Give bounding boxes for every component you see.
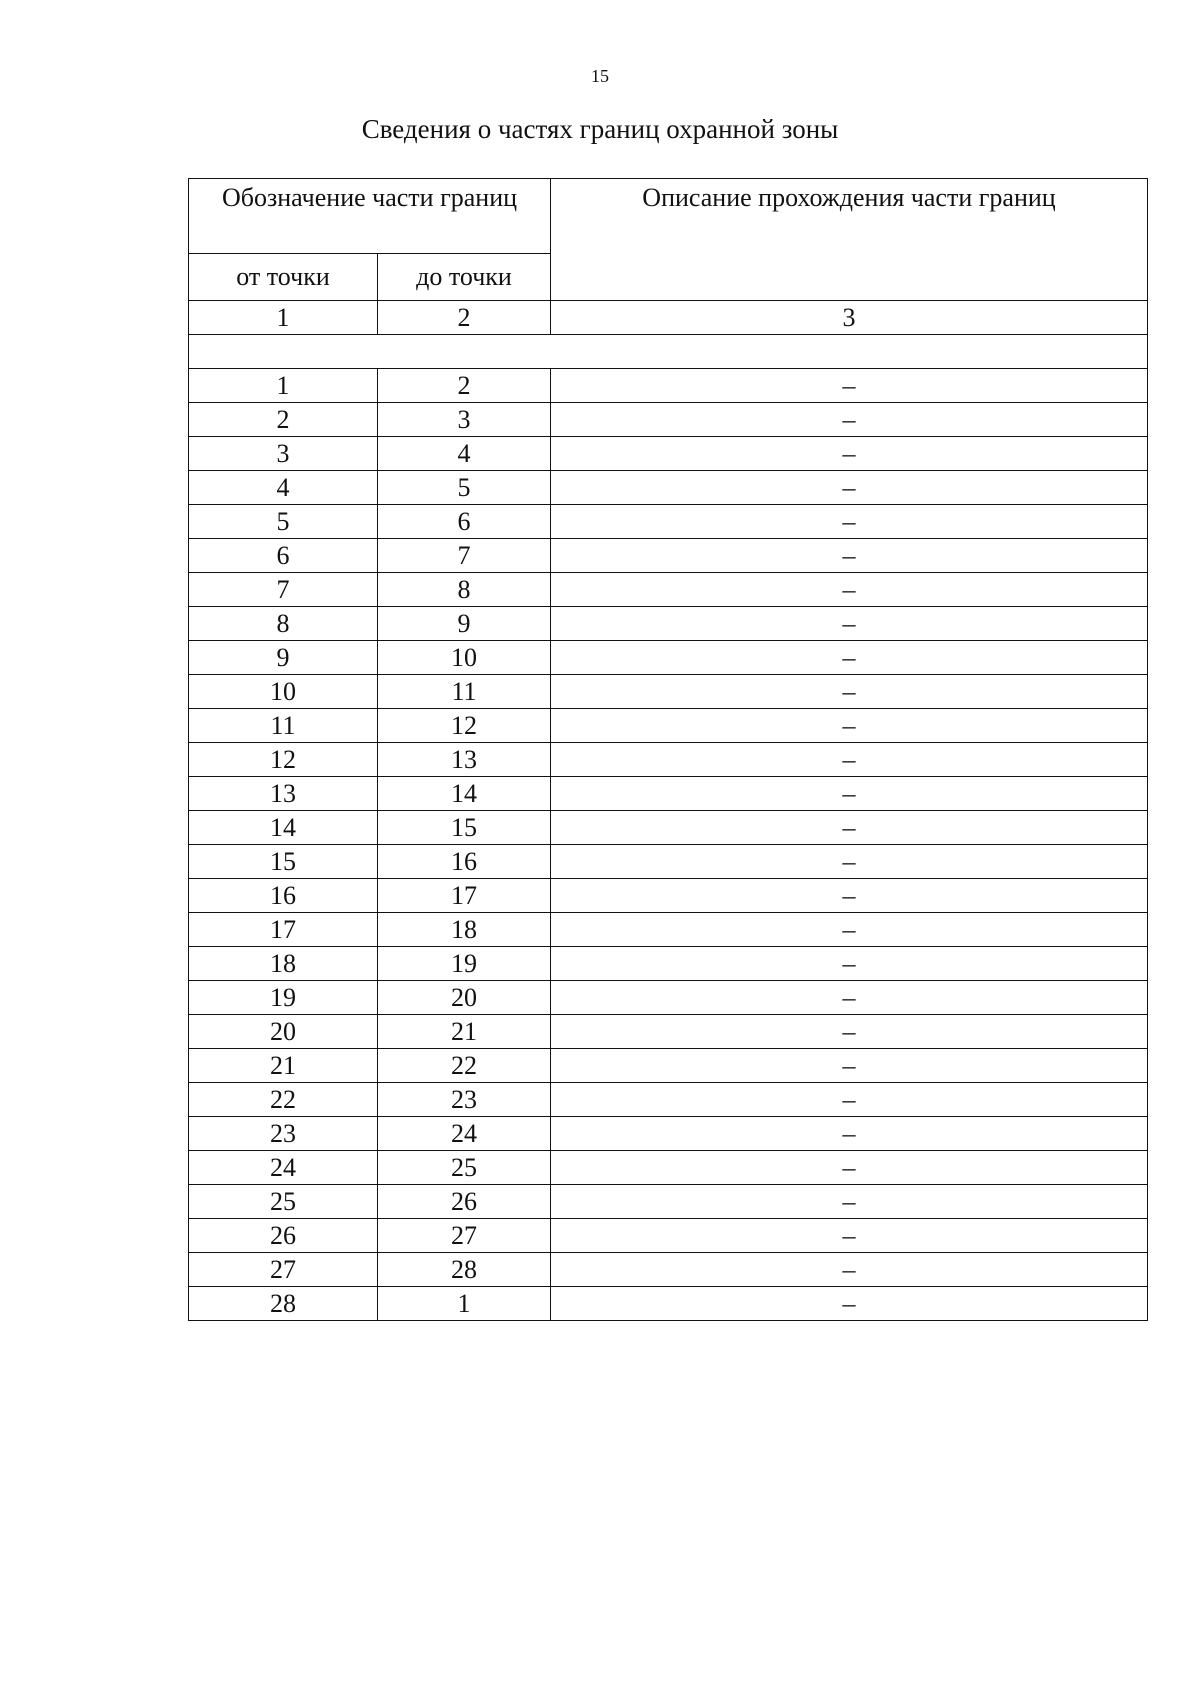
from-point-cell: 16 [189,879,378,913]
to-point-cell: 20 [378,981,551,1015]
to-point-cell: 16 [378,845,551,879]
table-row [189,777,1148,811]
from-point-cell: 9 [189,641,378,675]
boundary-parts-table [188,178,1148,1321]
table-row [189,1253,1148,1287]
to-point-cell: 27 [378,1219,551,1253]
table-row [189,1117,1148,1151]
to-point-cell: 11 [378,675,551,709]
description-cell: – [551,675,1148,709]
table-row [189,1185,1148,1219]
description-cell: – [551,981,1148,1015]
from-point-cell: 20 [189,1015,378,1049]
document-title: Сведения о частях границ охранной зоны [361,114,839,144]
section-blank-cell [189,335,1148,369]
table-row [189,981,1148,1015]
column-number-3: 3 [551,301,1148,335]
to-point-cell: 24 [378,1117,551,1151]
to-point-cell: 6 [378,505,551,539]
table-row [189,1219,1148,1253]
description-cell: – [551,403,1148,437]
from-point-cell: 3 [189,437,378,471]
to-point-cell: 2 [378,369,551,403]
from-point-cell: 22 [189,1083,378,1117]
from-point-cell: 26 [189,1219,378,1253]
to-point-cell: 9 [378,607,551,641]
from-point-cell: 6 [189,539,378,573]
table-body [189,179,1148,1321]
column-number-row [189,301,1148,335]
from-point-cell: 21 [189,1049,378,1083]
to-point-cell: 4 [378,437,551,471]
from-point-cell: 7 [189,573,378,607]
description-cell: – [551,471,1148,505]
to-point-cell: 23 [378,1083,551,1117]
description-cell: – [551,1117,1148,1151]
to-point-cell: 13 [378,743,551,777]
description-cell: – [551,1253,1148,1287]
from-point-cell: 27 [189,1253,378,1287]
table-row [189,1287,1148,1321]
to-point-cell: 17 [378,879,551,913]
table-row [189,437,1148,471]
description-cell: – [551,539,1148,573]
from-point-cell: 12 [189,743,378,777]
table-row [189,845,1148,879]
section-blank-row [189,335,1148,369]
description-cell: – [551,845,1148,879]
to-point-cell: 22 [378,1049,551,1083]
from-point-cell: 10 [189,675,378,709]
description-cell: – [551,505,1148,539]
from-point-cell: 19 [189,981,378,1015]
from-point-cell: 28 [189,1287,378,1321]
description-cell: – [551,437,1148,471]
table-row [189,879,1148,913]
description-cell: – [551,1015,1148,1049]
description-cell: – [551,641,1148,675]
to-point-cell: 1 [378,1287,551,1321]
to-point-cell: 21 [378,1015,551,1049]
from-point-cell: 15 [189,845,378,879]
table-row [189,1049,1148,1083]
description-cell: – [551,709,1148,743]
column-number-2: 2 [378,301,551,335]
to-point-cell: 12 [378,709,551,743]
to-point-cell: 10 [378,641,551,675]
table-row [189,641,1148,675]
from-point-cell: 23 [189,1117,378,1151]
to-point-cell: 8 [378,573,551,607]
to-point-cell: 3 [378,403,551,437]
column-number-1: 1 [189,301,378,335]
from-point-cell: 14 [189,811,378,845]
description-cell: – [551,777,1148,811]
from-point-cell: 1 [189,369,378,403]
to-point-cell: 28 [378,1253,551,1287]
table-row [189,1151,1148,1185]
description-cell: – [551,1083,1148,1117]
description-cell: – [551,743,1148,777]
table-row [189,709,1148,743]
header-to-point: до точки [378,254,551,301]
from-point-cell: 17 [189,913,378,947]
description-cell: – [551,1151,1148,1185]
description-cell: – [551,913,1148,947]
from-point-cell: 13 [189,777,378,811]
table-row [189,369,1148,403]
table-row [189,403,1148,437]
to-point-cell: 14 [378,777,551,811]
page-number: 15 [591,66,609,86]
table-row [189,675,1148,709]
from-point-cell: 18 [189,947,378,981]
description-cell: – [551,879,1148,913]
to-point-cell: 15 [378,811,551,845]
table-row [189,947,1148,981]
description-cell: – [551,1185,1148,1219]
to-point-cell: 7 [378,539,551,573]
table-row [189,913,1148,947]
table-row [189,505,1148,539]
table-row [189,607,1148,641]
description-cell: – [551,607,1148,641]
header-from-point: от точки [189,254,378,301]
description-cell: – [551,369,1148,403]
description-cell: – [551,1287,1148,1321]
from-point-cell: 11 [189,709,378,743]
table-row [189,539,1148,573]
to-point-cell: 5 [378,471,551,505]
from-point-cell: 24 [189,1151,378,1185]
header-row-group [189,179,1148,254]
from-point-cell: 8 [189,607,378,641]
from-point-cell: 4 [189,471,378,505]
table-row [189,811,1148,845]
table-row [189,743,1148,777]
table-row [189,1015,1148,1049]
table-row [189,573,1148,607]
description-cell: – [551,573,1148,607]
to-point-cell: 25 [378,1151,551,1185]
to-point-cell: 18 [378,913,551,947]
header-boundary-designation: Обозначение части границ [189,179,551,254]
description-cell: – [551,947,1148,981]
description-cell: – [551,1219,1148,1253]
from-point-cell: 25 [189,1185,378,1219]
to-point-cell: 19 [378,947,551,981]
from-point-cell: 5 [189,505,378,539]
description-cell: – [551,1049,1148,1083]
table-row [189,1083,1148,1117]
table-row [189,471,1148,505]
from-point-cell: 2 [189,403,378,437]
header-boundary-description: Описание прохождения части границ [551,179,1148,301]
to-point-cell: 26 [378,1185,551,1219]
description-cell: – [551,811,1148,845]
